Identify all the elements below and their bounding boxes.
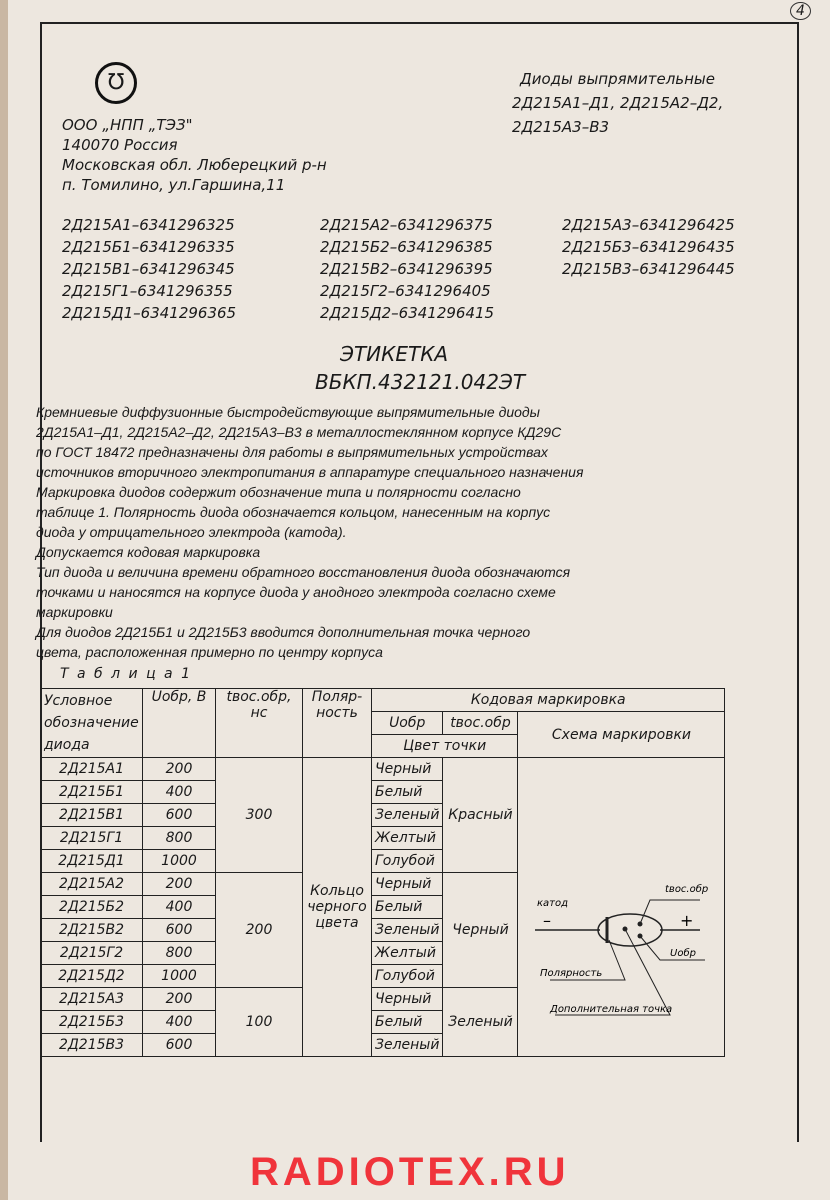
product-code: 2Д215Г1–6341296355	[62, 282, 233, 300]
header-dot-color: Цвет точки	[372, 735, 518, 758]
product-code: 2Д215В2–6341296395	[320, 260, 493, 278]
designation-cell: 2Д215А2	[41, 873, 143, 896]
t-rec-cell: 300	[216, 758, 303, 873]
description-line: Маркировка диодов содержит обозначение типа и полярности согласно	[36, 484, 521, 500]
u-rev-cell: 1000	[143, 850, 216, 873]
extra-dot-label: Дополнительная точка	[550, 1004, 673, 1015]
designation-cell: 2Д215Д2	[41, 965, 143, 988]
description-line: Для диодов 2Д215Б1 и 2Д215Б3 вводится дополнительная точка черного	[36, 624, 531, 640]
product-title: Диоды выпрямительные	[520, 70, 715, 88]
u-rev-cell: 400	[143, 1011, 216, 1034]
description-line: Допускается кодовая маркировка	[36, 544, 261, 560]
company-logo-icon: ℧	[95, 62, 137, 104]
u-dot-color-cell: Черный	[372, 758, 443, 781]
description-line: 2Д215А1–Д1, 2Д215А2–Д2, 2Д215А3–В3 в металлостеклянном корпусе КД29С	[36, 424, 562, 440]
description-line: точками и наносятся на корпусе диода у анодного электрода согласно схеме	[36, 584, 556, 600]
description-line: Кремниевые диффузионные быстродействующие выпрямительные диоды	[36, 404, 540, 420]
designation-cell: 2Д215Г2	[41, 942, 143, 965]
page-number: 4	[790, 2, 811, 20]
designation-cell: 2Д215Б1	[41, 781, 143, 804]
u-dot-color-cell: Голубой	[372, 850, 443, 873]
product-code: 2Д215Б1–6341296335	[62, 238, 235, 256]
watermark: RADIOTEX.RU	[250, 1150, 570, 1194]
designation-cell: 2Д215Д1	[41, 850, 143, 873]
u-rev-cell: 200	[143, 988, 216, 1011]
description-line: источников вторичного электропитания в аппаратуре специального назначения	[36, 464, 584, 480]
header-code-u: Uобр	[372, 712, 443, 735]
address-line-2: п. Томилино, ул.Гаршина,11	[62, 176, 286, 194]
product-code: 2Д215Д2–6341296415	[320, 304, 495, 322]
description-line: цвета, расположенная примерно по центру корпуса	[36, 644, 383, 660]
cathode-label: катод	[537, 898, 569, 909]
header-code-marking: Кодовая маркировка	[372, 689, 725, 712]
designation-cell: 2Д215В3	[41, 1034, 143, 1057]
polarity-cell: Кольцо черного цвета	[303, 758, 372, 1057]
table-row	[41, 758, 725, 781]
header-designation: Условное обозначение диода	[41, 689, 143, 758]
u-dot-color-cell: Черный	[372, 873, 443, 896]
u-rev-cell: 400	[143, 896, 216, 919]
t-rec-cell: 200	[216, 873, 303, 988]
doc-code: ВБКП.432121.042ЭТ	[315, 370, 526, 394]
u-dot-color-cell: Белый	[372, 1011, 443, 1034]
product-code: 2Д215Д1–6341296365	[62, 304, 237, 322]
header-code-t: tвос.обр	[443, 712, 518, 735]
u-dot-color-cell: Белый	[372, 781, 443, 804]
u-rev-cell: 200	[143, 873, 216, 896]
designation-cell: 2Д215А1	[41, 758, 143, 781]
header-t-rec: tвос.обр, нс	[216, 689, 303, 758]
product-line-2: 2Д215А3–В3	[512, 118, 610, 136]
designation-cell: 2Д215А3	[41, 988, 143, 1011]
product-code: 2Д215Б2–6341296385	[320, 238, 493, 256]
description-line: маркировки	[36, 604, 113, 620]
u-rev-cell: 1000	[143, 965, 216, 988]
u-dot-color-cell: Зеленый	[372, 919, 443, 942]
product-code: 2Д215А3–6341296425	[562, 216, 735, 234]
header-u-rev: Uобр, В	[143, 689, 216, 758]
header-scheme: Схема маркировки	[518, 712, 725, 758]
designation-cell: 2Д215Б3	[41, 1011, 143, 1034]
u-dot-color-cell: Белый	[372, 896, 443, 919]
t-dot-color-cell: Черный	[443, 873, 518, 988]
address-line-1: Московская обл. Люберецкий р-н	[62, 156, 327, 174]
u-dot-color-cell: Зеленый	[372, 804, 443, 827]
t-rec-label: tвос.обр	[665, 884, 709, 895]
u-rev-cell: 600	[143, 804, 216, 827]
t-dot-color-cell: Зеленый	[443, 988, 518, 1057]
u-rev-label: Uобр	[670, 948, 696, 959]
product-code: 2Д215Г2–6341296405	[320, 282, 491, 300]
table-caption: Т а б л и ц а 1	[60, 666, 192, 682]
u-rev-cell: 800	[143, 827, 216, 850]
u-rev-cell: 800	[143, 942, 216, 965]
description-text	[36, 402, 583, 662]
u-rev-cell: 600	[143, 1034, 216, 1057]
description-line: диода у отрицательного электрода (катода).	[36, 524, 347, 540]
header-polarity: Поляр-ность	[303, 689, 372, 758]
product-code: 2Д215В1–6341296345	[62, 260, 235, 278]
u-rev-cell: 600	[143, 919, 216, 942]
plus-label: +	[680, 911, 694, 930]
product-code: 2Д215А1–6341296325	[62, 216, 235, 234]
marking-scheme-diagram	[525, 870, 725, 1030]
designation-cell: 2Д215В2	[41, 919, 143, 942]
description-line: Тип диода и величина времени обратного восстановления диода обозначаются	[36, 564, 571, 580]
product-code: 2Д215Б3–6341296435	[562, 238, 735, 256]
product-code: 2Д215А2–6341296375	[320, 216, 493, 234]
designation-cell: 2Д215Б2	[41, 896, 143, 919]
minus-label: –	[543, 911, 551, 930]
polarity-label: Полярность	[540, 968, 603, 979]
u-dot-color-cell: Зеленый	[372, 1034, 443, 1057]
doc-title: ЭТИКЕТКА	[340, 342, 449, 366]
zip-country: 140070 Россия	[62, 136, 178, 154]
u-dot-color-cell: Черный	[372, 988, 443, 1011]
u-dot-color-cell: Голубой	[372, 965, 443, 988]
product-line-1: 2Д215А1–Д1, 2Д215А2–Д2,	[512, 94, 724, 112]
t-rec-cell: 100	[216, 988, 303, 1057]
description-line: таблице 1. Полярность диода обозначается кольцом, нанесенным на корпус	[36, 504, 551, 520]
designation-cell: 2Д215В1	[41, 804, 143, 827]
t-dot-color-cell: Красный	[443, 758, 518, 873]
description-line: по ГОСТ 18472 предназначены для работы в выпрямительных устройствах	[36, 444, 548, 460]
u-dot-color-cell: Желтый	[372, 827, 443, 850]
product-code: 2Д215В3–6341296445	[562, 260, 735, 278]
designation-cell: 2Д215Г1	[41, 827, 143, 850]
u-rev-cell: 400	[143, 781, 216, 804]
manufacturer: ООО „НПП „ТЭЗ"	[62, 116, 193, 134]
u-dot-color-cell: Желтый	[372, 942, 443, 965]
u-rev-cell: 200	[143, 758, 216, 781]
